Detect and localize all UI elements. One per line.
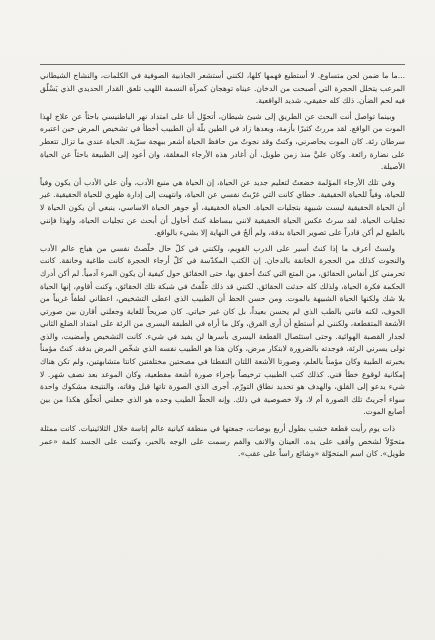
top-rule bbox=[40, 64, 405, 65]
paragraph-1: ...ما ما ضمن لحن متساوع. لا أستطيع فهمها كلها، لكنني أستشعر الجاذبية الصوفية في الكلمات، والنشاج الشيطاني المرعب يتخلل الحجرة التي أصبحت من الدخان. عيناه توهجان كمرآة النسمة اللهب تلعق القدار الحديدي الذي يَسْلُق فيه لحم الضأن. ذلك كله حقيقي، شديد الواقعية. bbox=[40, 71, 405, 106]
body-text bbox=[40, 70, 405, 464]
paragraph-5: ذات يوم رأيت قطعة خشب بطول أربع بوصات، جمعتها في منطقة كيانية عالم إتاسة خلال الثلاثينيات. كانت ممثلة متحوّلاً لشخص وأقف على يده. العينان والانف والفم رسمت على الوجه بالحبر، وكتبت على الجسد كلمة «عمر طويل». كان اسم المتحوّلة «وشائع راساً على عقب». bbox=[40, 424, 405, 459]
paragraph-4: ولستُ أعرف ما إذا كنتُ أسير على الدرب القويم، ولكنني في كلّ حال خلّصتُ نفسي من هياج عالم الأدب والنجوت كذلك من الحجرة الخانقة بالدخان. إن الكتب المكدّسة في كلّ أرجاء الحجرة كانت طاغية وخانقة. كانت تحرمني كل أنفاس الحقائق، من المتع التي كنتُ أحقق بها، حتى الحقائق حول كيفية أن يكون المرء آدمياً. لم أكن أدرك الحكمة فكرة الحياة، ولذلك كله حدثت الحقائق. لكنني قد ذلك غلّفتُ في شبكة تلك الحقائق، وكنت أقاوم، إنها الحياة بلا شك ولكنها الحياة الشبيهة بالموت. ومن حسن الحظ أن الطبيب الذي اعطى التشخيص، اعطاني لطفاً غريباً من الخوف، لكنه فاتني بالطب الذي لم يحسن بعيداً، بل كان غير حياتي. كان صريحاً للغاية وجعلني أقارن بين صورتي الأشعة المتقطعة، ولكنني لم أستطع أن أرى الفرق، وكل ما أراه في الطبقة اليسرى من الرئة على امتداد الضلع الثاني لجدار القصبة الهوائية. وحتى استئصال القطعة اليسرى بأسرها لن يفيد في شيء. كانت التشخيص وأمضيت، والذي تولى يسرني الرئة، فوجدته بالضرورة لابتكار مرض، وكان هذا هو الطبيب نفسه الذي شخّص المرض بدقة. كنتُ مؤمناً بخبرته الطبية وكان مؤمناً بالعلم، وصورتا الأشعة اللتان التقطتا في مصحتين مختلفتين كانتا متشابهتين، ولم تكن هناك إمكانية لوقوع خطأ فني. كذلك كتب الطبيب ترخيصاً بإجراء صورة أشعة مقطعية، وكان الموعد بعد نصف شهر. لا شيء يدعو إلى القلق، والهدف هو تحديد نطاق التورّم. أجرى الذي الصورة تاتها قبل وفاته، والنتيجة مشكوك واحدة سواء أجريتُ تلك الصورة أم لا، ولا خصوصية في ذلك. وإنه الحظّ الطيب وحده هو الذي جعلني أتخلّق هكذا من بين أصابع الموت. bbox=[40, 243, 405, 417]
paragraph-3: وفي تلك الأرجاء المؤلمة خضعتُ لتعليم جديد عن الحياة، إن الحياة هي منبع الأدب، وأن علي الأدب أن يكون وفياً للحياة، وفياً للحياة الحقيقية. خطاي كانت التي غرّبتُ نفسي عن الحياة، وانتهيت إلى إدارة ظهري للحياة الحقيقية. غير أن الحياة الحقيقية ليست شبيهة بتجليات الحياة. الحياة الحقيقية، أو جوهر الحياة الاساسي، ينبغي أن يكون الحياة لا تجليات الحياة. لقد سرتُ عكس الحياة الحقيقية لانني ببساطة كنتُ أحاول أن أبحث عن تجليات الحياة، ولهذا فإنني بالطبع لم أكن قادراً على تصوير الحياة بدقة، ولم ألجُ في النهاية إلا بشيء بالواقع. bbox=[40, 177, 405, 238]
paragraph-2: وبينما تواصل أنت البحث عن الطريق إلى شيئ شيطان، أتحوّل أنا على امتداد نهر الباطنيسي باحثاً عن علاج لهذا الموت من الواقع. لقد مررتُ كثيرًا بأزمة، وبعدها زاد في الطين بلّة أن الطبيب أخطأ في تشخيص المرض حين اعتبره سرطان رئة. كان الموت يحاصرني، وكنتُ وقد نجوتُ من حافظ الحياة أشعر ببهجة سرّية. الحياة عندي ما تزال تتعطر على نضارة رائعة. وكان عليَّ منذ زمن طويل، أن أغادر هذه الأرجاء المغلقة، وان أعود إلى الطبيعة باحثاً عن الحياة الأصيلة. bbox=[40, 111, 405, 172]
